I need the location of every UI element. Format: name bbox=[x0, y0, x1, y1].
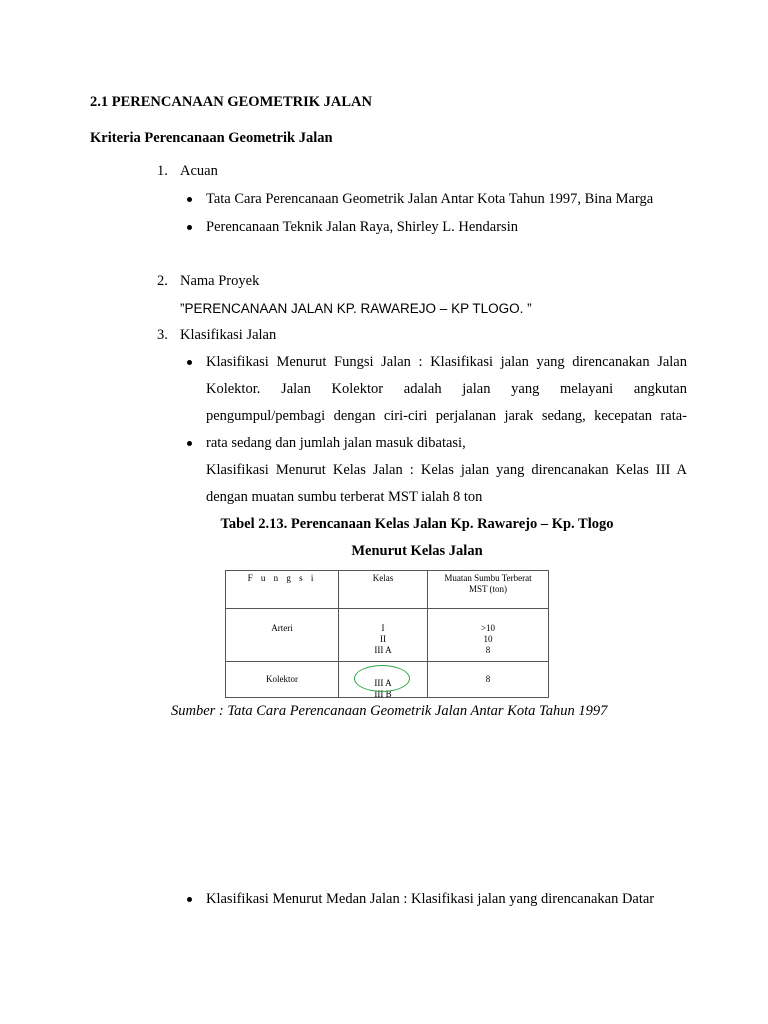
bullet-icon bbox=[187, 441, 192, 446]
header-fungsi: F u n g s i bbox=[226, 571, 339, 609]
item3-number: 3. bbox=[157, 327, 168, 343]
bullet-icon bbox=[187, 197, 192, 202]
item2-number: 2. bbox=[157, 273, 168, 289]
highlight-circle bbox=[354, 665, 410, 692]
reference-item: Perencanaan Teknik Jalan Raya, Shirley L. Hendarsin bbox=[206, 219, 518, 235]
table-caption-line2: Menurut Kelas Jalan bbox=[351, 543, 483, 559]
classification-class-line: dengan muatan sumbu terberat MST ialah 8 ton bbox=[206, 489, 483, 505]
subheading: Kriteria Perencanaan Geometrik Jalan bbox=[90, 130, 333, 146]
classification-function-line: rata sedang dan jumlah jalan masuk dibatasi, bbox=[206, 435, 466, 451]
table-source: Sumber : Tata Cara Perencanaan Geometrik Jalan Antar Kota Tahun 1997 bbox=[171, 703, 608, 719]
cell-fungsi: Kolektor bbox=[226, 662, 339, 698]
item2-label: Nama Proyek bbox=[180, 273, 260, 289]
classification-function-line: Klasifikasi Menurut Fungsi Jalan : Klasifikasi jalan yang direncanakan Jalan bbox=[206, 354, 687, 370]
classification-function-line: pengumpul/pembagi dengan ciri-ciri perjalanan jarak sedang, kecepatan rata- bbox=[206, 408, 687, 424]
bullet-icon bbox=[187, 360, 192, 365]
section-title: 2.1 PERENCANAAN GEOMETRIK JALAN bbox=[90, 94, 372, 110]
bullet-icon bbox=[187, 225, 192, 230]
cell-kelas: III A III B bbox=[339, 662, 428, 698]
reference-item: Tata Cara Perencanaan Geometrik Jalan Antar Kota Tahun 1997, Bina Marga bbox=[206, 191, 654, 207]
bullet-icon bbox=[187, 897, 192, 902]
table-caption: Tabel 2.13. Perencanaan Kelas Jalan Kp. Rawarejo – Kp. Tlogo bbox=[220, 516, 614, 532]
cell-muatan: >10 10 8 bbox=[428, 609, 549, 662]
classification-function-line: Kolektor. Jalan Kolektor adalah jalan yang melayani angkutan bbox=[206, 381, 687, 397]
table-header-row bbox=[226, 571, 549, 609]
cell-fungsi: Arteri bbox=[226, 609, 339, 662]
table-row bbox=[226, 609, 549, 662]
header-muatan: Muatan Sumbu Terberat MST (ton) bbox=[428, 571, 549, 609]
classification-terrain-line: Klasifikasi Menurut Medan Jalan : Klasifikasi jalan yang direncanakan Datar bbox=[206, 891, 655, 907]
item1-label: Acuan bbox=[180, 163, 218, 179]
cell-muatan: 8 bbox=[428, 662, 549, 698]
cell-kelas: I II III A bbox=[339, 609, 428, 662]
item3-label: Klasifikasi Jalan bbox=[180, 327, 277, 343]
item1-number: 1. bbox=[157, 163, 168, 179]
project-name: ”PERENCANAAN JALAN KP. RAWAREJO – KP TLOGO. ” bbox=[180, 301, 532, 316]
header-kelas: Kelas bbox=[339, 571, 428, 609]
classification-class-line: Klasifikasi Menurut Kelas Jalan : Kelas jalan yang direncanakan Kelas III A bbox=[206, 462, 687, 478]
